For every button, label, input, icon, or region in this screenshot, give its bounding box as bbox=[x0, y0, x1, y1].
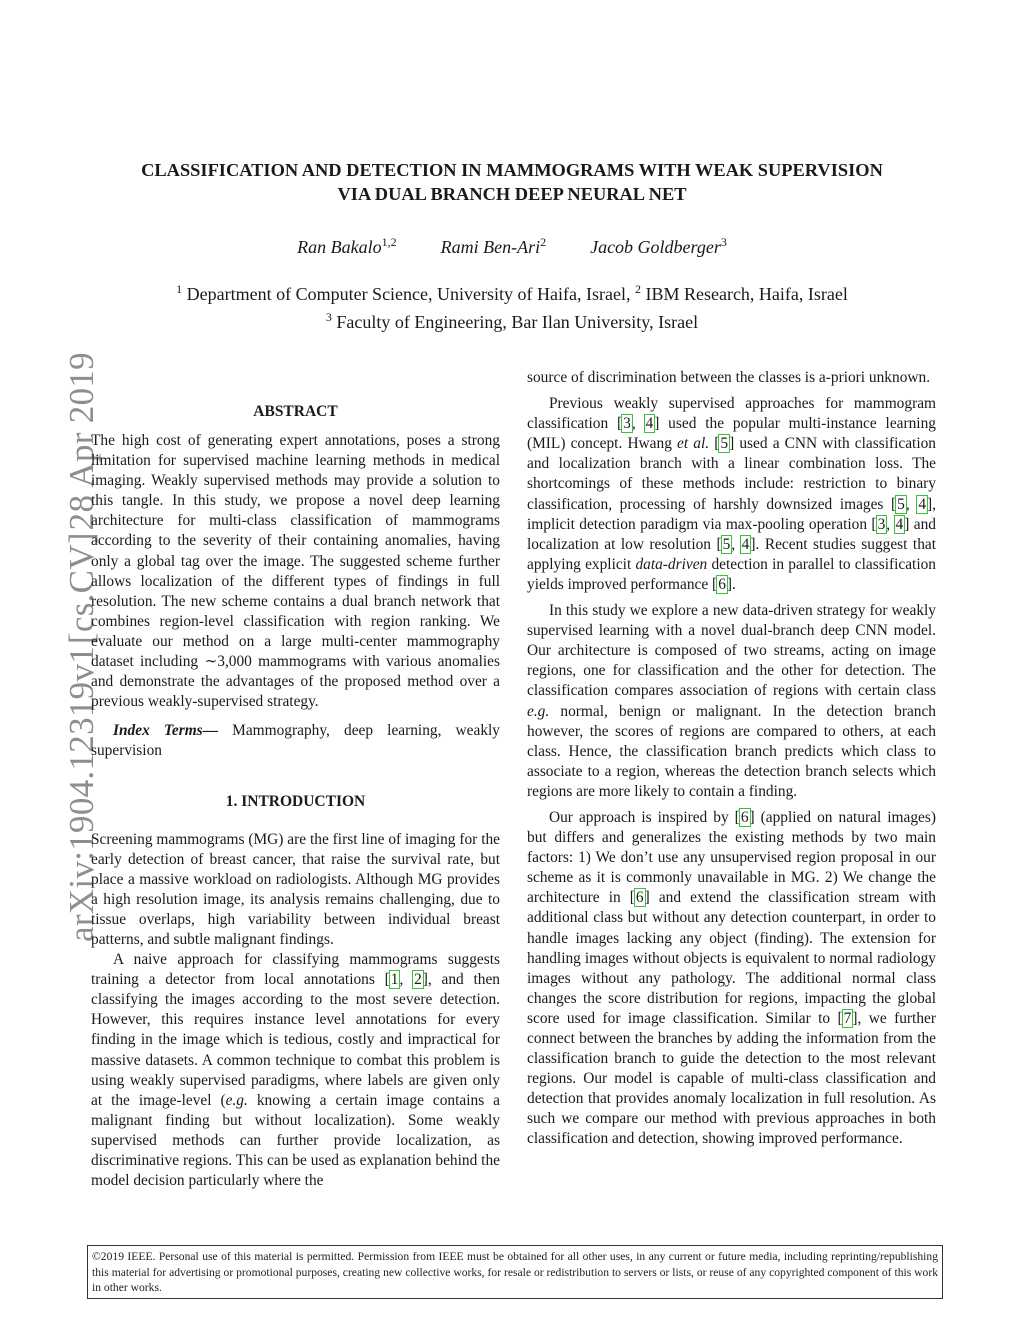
right-paragraph-1: Previous weakly supervised approaches for mammogram classification [3, 4] used the popular multi-instance learning (MIL) concept. Hwang et al. [5] used a CNN with classification and localization branch with a linear combination loss. The shortcomings of these methods include: restriction to binary classification, processing of harshly downsized images [5, 4], implicit detection paradigm via max-pooling operation [3, 4] and localization at low resolution [5, 4]. Recent studies suggest that applying explicit data-driven detection in parallel to classification yields improved performance [6]. bbox=[527, 395, 936, 593]
author: Rami Ben-Ari$^2$ bbox=[440, 235, 547, 257]
citation-link[interactable]: 6 bbox=[718, 575, 726, 593]
arxiv-date: 28 Apr 2019 bbox=[62, 352, 101, 531]
author-list bbox=[0, 230, 1024, 259]
intro-paragraph-2: A naive approach for classifying mammograms suggests training a detector from local annotations [1, 2], and then classifying the images according to the most severe detection. However, this requires instance level annotations for every finding in the image which is tedious, costly and impractical for massive datasets. A common technique to combat this problem is using weakly supervised paradigms, where labels are given only at the image-level (e.g. knowing a certain image contains a malignant finding but without localization). Some weakly supervised methods can further provide localization, as discriminative regions. This can be used as explanation behind the model decision particularly where the bbox=[91, 951, 500, 1190]
arxiv-id: arXiv:1904.12319v1 bbox=[62, 645, 101, 942]
citation-link[interactable]: 4 bbox=[741, 535, 750, 553]
abstract-text: The high cost of generating expert annotations, poses a strong limitation for supervised machine learning methods in medical imaging. Weakly supervised methods may provide a solution to this tangle. In this study, we propose a novel deep learning architecture for multi-class classification of mammograms according to the severity of their containing anomalies, having only a global tag over the image. The suggested scheme further allows localization of the different types of findings in full resolution. The new scheme contains a dual branch network that combines region-level classification with region ranking. We evaluate our method on a large multi-center mammography dataset including ∼3,000 mammograms with various anomalies and demonstrate the advantages of the proposed method over a previous weakly-supervised strategy. bbox=[91, 432, 500, 711]
citation-link[interactable]: 7 bbox=[843, 1009, 852, 1027]
arxiv-category: [cs.CV] bbox=[62, 532, 101, 645]
paper-title bbox=[80, 158, 944, 206]
citation-link[interactable]: 2 bbox=[414, 971, 422, 989]
citation-link[interactable]: 6 bbox=[635, 889, 644, 907]
intro-heading: 1. INTRODUCTION bbox=[225, 792, 366, 810]
right-paragraph-3: Our approach is inspired by [6] (applied on natural images) but differs and generalizes the existing methods by two main factors: 1) We don’t use any unsupervised region proposal in our scheme as it is commonly unavailable in MG. 2) We change the architecture in [6] and extend the classification stream with additional class but without any detection counterpart, in order to handle images lacking any object (finding). The extension for handling images without objects is equivalent to normal radiology images without any pathology. The additional normal class changes the score distribution for regions, impacting the global score used for image classification. Similar to [7], we further connect between the branches by adding the information from the classification branch to guide the detection to the most relevant regions. Our model is capable of multi-class classification and detection that provides anomaly localization in full resolution. As such we compare our method with previous approaches in both classification and detection, showing improved performance. bbox=[527, 808, 936, 1148]
citation-link[interactable]: 5 bbox=[720, 435, 729, 453]
affiliation-line-2: $^3$ Faculty of Engineering, Bar Ilan University, Israel bbox=[325, 310, 699, 332]
citation-link[interactable]: 5 bbox=[722, 535, 731, 553]
intro-paragraph-1: Screening mammograms (MG) are the first line of imaging for the early detection of breast cancer, that raise the survival rate, but place a massive workload on radiologists. Although MG provides a high resolution image, its analysis remains challenging, due to tissue overlaps, high variability between individual breast patterns, and subtle malignant findings. bbox=[91, 830, 500, 948]
index-terms: Index Terms— Mammography, deep learning, weakly supervision bbox=[91, 722, 500, 760]
citation-link[interactable]: 6 bbox=[740, 808, 749, 826]
affiliations bbox=[0, 278, 1024, 334]
citation-link[interactable]: 3 bbox=[877, 515, 886, 533]
citation-link[interactable]: 5 bbox=[897, 495, 905, 513]
title-line-2: VIA DUAL BRANCH DEEP NEURAL NET bbox=[337, 184, 687, 204]
citation-link[interactable]: 4 bbox=[895, 515, 904, 533]
abstract-heading: ABSTRACT bbox=[253, 403, 338, 420]
right-paragraph-2: In this study we explore a new data-driven strategy for weakly supervised learning with a novel dual-branch deep CNN model. Our architecture is composed of two streams, acting on image regions, one for classification and the other for detection. The classification compares association of regions with certain class e.g. normal, benign or malignant. In the detection branch however, the scores of regions are compared to others, at each class. Hence, the classification branch predicts which class to associate to a region, whereas the detection branch selects which regions are more likely to contain a finding. bbox=[527, 602, 936, 800]
right-paragraph-0: source of discrimination between the classes is a-priori unknown. bbox=[527, 369, 931, 386]
citation-link[interactable]: 1 bbox=[390, 971, 399, 989]
affiliation-line-1: $^1$ Department of Computer Science, University of Haifa, Israel, $^2$ IBM Research, Haifa, Israel bbox=[176, 282, 848, 304]
right-column bbox=[527, 368, 936, 1150]
copyright-notice: ©2019 IEEE. Personal use of this material is permitted. Permission from IEEE must be obtained for all other uses, in any current or future media, including reprinting/republishing this material for advertising or promotional purposes, creating new collective works, for resale or redistribution to servers or lists, or reuse of any copyrighted component of this work in other works. bbox=[87, 1245, 943, 1299]
left-column bbox=[91, 402, 500, 1191]
citation-link[interactable]: 3 bbox=[623, 415, 631, 433]
author: Jacob Goldberger$^3$ bbox=[590, 235, 727, 257]
title-line-1: CLASSIFICATION AND DETECTION IN MAMMOGRAMS WITH WEAK SUPERVISION bbox=[141, 160, 883, 180]
citation-link[interactable]: 4 bbox=[918, 495, 927, 513]
citation-link[interactable]: 4 bbox=[645, 415, 654, 433]
author: Ran Bakalo$^{1,2}$ bbox=[297, 235, 397, 257]
